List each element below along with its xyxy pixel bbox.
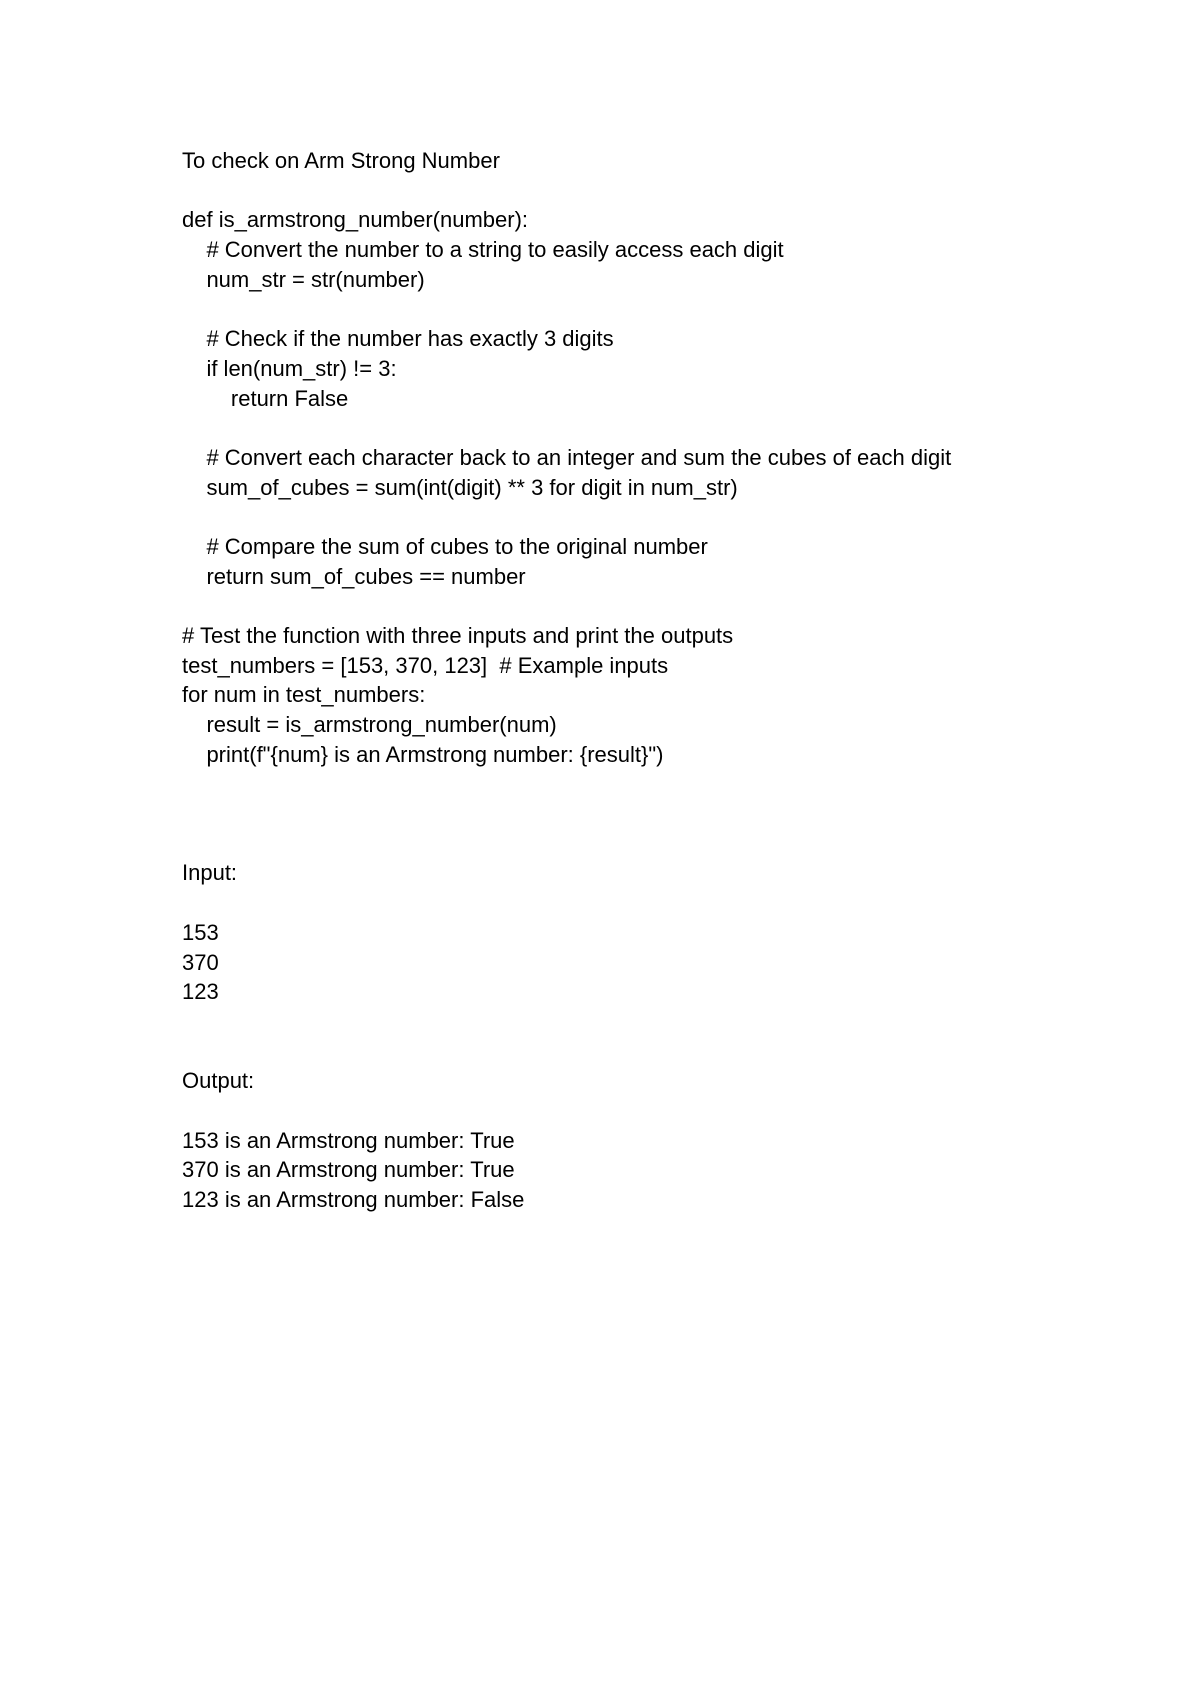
output-list — [182, 1126, 1162, 1215]
spacer — [182, 1096, 1162, 1126]
spacer — [182, 176, 1162, 206]
code-line: result = is_armstrong_number(num) — [182, 712, 557, 738]
code-line: sum_of_cubes = sum(int(digit) ** 3 for digit in num_str) — [182, 474, 738, 500]
spacer — [182, 888, 1162, 918]
code-line: # Convert the number to a string to easily access each digit — [182, 237, 784, 263]
code-line: # Compare the sum of cubes to the original number — [182, 533, 708, 559]
input-list — [182, 918, 1162, 1007]
code-line: return False — [182, 385, 349, 411]
spacer — [182, 769, 1162, 858]
code-line — [182, 502, 1162, 532]
input-value: 153 — [182, 919, 219, 945]
output-line: 370 is an Armstrong number: True — [182, 1157, 515, 1183]
output-line: 123 is an Armstrong number: False — [182, 1187, 525, 1213]
code-line — [182, 294, 1162, 324]
output-line: 153 is an Armstrong number: True — [182, 1127, 515, 1153]
code-line: def is_armstrong_number(number): — [182, 207, 529, 233]
code-line: if len(num_str) != 3: — [182, 355, 397, 381]
code-line: # Test the function with three inputs and print the outputs — [182, 623, 734, 648]
code-line: test_numbers = [153, 370, 123] # Example inputs — [182, 652, 669, 678]
input-heading: Input: — [182, 860, 238, 886]
code-line: print(f"{num} is an Armstrong number: {result}") — [182, 741, 664, 767]
code-line — [182, 413, 1162, 443]
output-heading: Output: — [182, 1068, 255, 1094]
input-value: 370 — [182, 949, 219, 975]
spacer — [182, 1007, 1162, 1066]
code-line: # Convert each character back to an integer and sum the cubes of each digit — [182, 444, 952, 470]
input-value: 123 — [182, 979, 219, 1005]
code-line: num_str = str(number) — [182, 266, 425, 292]
code-line: # Check if the number has exactly 3 digits — [182, 326, 614, 352]
code-line: for num in test_numbers: — [182, 682, 426, 708]
document-title: To check on Arm Strong Number — [182, 148, 500, 173]
code-line — [182, 591, 1162, 621]
code-line: return sum_of_cubes == number — [182, 563, 526, 589]
document-body — [182, 146, 1162, 1215]
code-block — [182, 205, 1162, 769]
